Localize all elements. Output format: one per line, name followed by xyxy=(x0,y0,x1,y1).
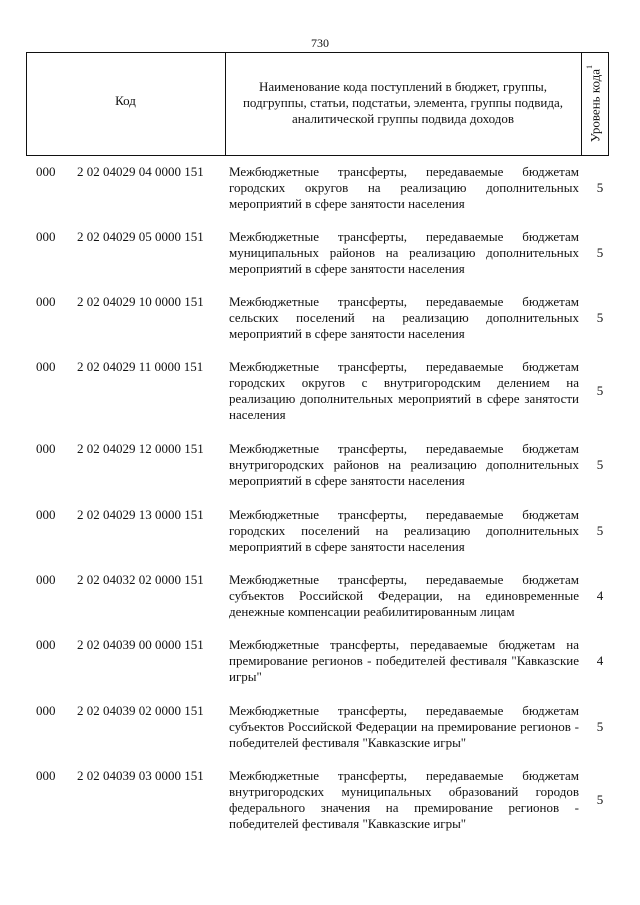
row-level: 5 xyxy=(596,383,604,398)
row-code: 2 02 04029 11 0000 151 xyxy=(77,359,204,374)
row-prefix: 000 xyxy=(36,164,56,179)
header-divider xyxy=(608,53,609,155)
row-name: Межбюджетные трансферты, передаваемые бюджетам городских округов с внутригородским делением на реализацию дополнительных мероприятий в сфере занятости населения xyxy=(229,359,579,422)
row-level: 5 xyxy=(596,310,604,325)
row-level: 4 xyxy=(596,653,604,668)
table-header xyxy=(26,52,609,156)
row-name: Межбюджетные трансферты, передаваемые бюджетам сельских поселений на реализацию дополнительных мероприятий в сфере занятости населения xyxy=(229,294,579,341)
row-level: 5 xyxy=(596,792,604,807)
row-prefix: 000 xyxy=(36,441,56,456)
row-code: 2 02 04039 02 0000 151 xyxy=(77,703,204,718)
header-level-footnote: 1 xyxy=(585,65,595,70)
row-name: Межбюджетные трансферты, передаваемые бюджетам субъектов Российской Федерации на премирование регионов - победителей фестиваля "Кавказские игры" xyxy=(229,703,579,750)
header-level-text: Уровень кода xyxy=(587,69,603,143)
row-level: 5 xyxy=(596,457,604,472)
page-number: 730 xyxy=(311,36,329,50)
row-code: 2 02 04029 13 0000 151 xyxy=(77,507,204,522)
row-level: 5 xyxy=(596,180,604,195)
row-code: 2 02 04039 03 0000 151 xyxy=(77,768,204,783)
row-name: Межбюджетные трансферты, передаваемые бюджетам городских поселений на реализацию дополнительных мероприятий в сфере занятости населения xyxy=(229,507,579,554)
row-level: 5 xyxy=(596,245,604,260)
row-prefix: 000 xyxy=(36,703,56,718)
row-prefix: 000 xyxy=(36,294,56,309)
row-code: 2 02 04029 05 0000 151 xyxy=(77,229,204,244)
row-code: 2 02 04029 04 0000 151 xyxy=(77,164,204,179)
row-prefix: 000 xyxy=(36,768,56,783)
header-level xyxy=(581,53,608,155)
row-level: 4 xyxy=(596,588,604,603)
row-name: Межбюджетные трансферты, передаваемые бюджетам городских округов на реализацию дополнительных мероприятий в сфере занятости населения xyxy=(229,164,579,211)
row-name: Межбюджетные трансферты, передаваемые бюджетам муниципальных районов на реализацию дополнительных мероприятий в сфере занятости населения xyxy=(229,229,579,276)
header-divider xyxy=(225,53,226,155)
row-prefix: 000 xyxy=(36,229,56,244)
row-level: 5 xyxy=(596,523,604,538)
row-code: 2 02 04029 12 0000 151 xyxy=(77,441,204,456)
row-prefix: 000 xyxy=(36,507,56,522)
row-name: Межбюджетные трансферты, передаваемые бюджетам субъектов Российской Федерации, на единовременные денежные компенсации реабилитированным лицам xyxy=(229,572,579,619)
row-name: Межбюджетные трансферты, передаваемые бюджетам внутригородских районов на реализацию дополнительных мероприятий в сфере занятости населения xyxy=(229,441,579,488)
header-code: Код xyxy=(115,93,136,108)
row-prefix: 000 xyxy=(36,359,56,374)
header-name: Наименование кода поступлений в бюджет, группы, подгруппы, статьи, подстатьи, элемента, группы подвида, аналитической группы подвида доходов xyxy=(242,79,564,126)
row-name: Межбюджетные трансферты, передаваемые бюджетам внутригородских муниципальных образований городов федерального значения на премирование регионов - победителей фестиваля "Кавказские игры" xyxy=(229,768,579,831)
row-prefix: 000 xyxy=(36,637,56,652)
row-name: Межбюджетные трансферты, передаваемые бюджетам на премирование регионов - победителей фестиваля "Кавказские игры" xyxy=(229,637,579,684)
row-level: 5 xyxy=(596,719,604,734)
row-code: 2 02 04032 02 0000 151 xyxy=(77,572,204,587)
row-prefix: 000 xyxy=(36,572,56,587)
row-code: 2 02 04029 10 0000 151 xyxy=(77,294,204,309)
row-code: 2 02 04039 00 0000 151 xyxy=(77,637,204,652)
